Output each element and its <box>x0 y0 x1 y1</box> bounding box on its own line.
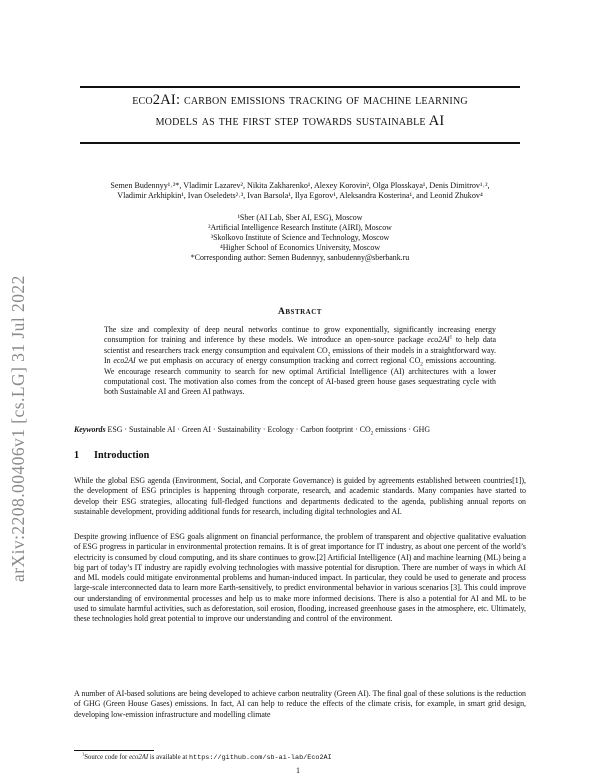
co2-subscript: 2 <box>420 361 423 368</box>
keywords-line <box>74 425 526 435</box>
section-heading-introduction <box>74 450 149 461</box>
footnote-marker[interactable]: 1 <box>449 334 453 341</box>
keywords-label: Keywords <box>74 425 106 434</box>
abstract-text: The size and complexity of deep neural networks continue to grow exponentially, significantly increasing energy consumption for training and inference by these models. We introduce an open-source package <box>104 325 496 345</box>
package-name: eco2AI <box>113 356 136 366</box>
title-line-1: eco2AI: carbon emissions tracking of machine learning <box>132 92 468 108</box>
co2-subscript: 2 <box>327 351 331 358</box>
author-line-2: Vladimir Arkhipkin¹, Ivan Oseledets²˒³, Ivan Barsola¹, Ilya Egorov¹, Aleksandra Kosterina¹, and Leonid Zhukov⁴ <box>117 191 483 201</box>
footnote-number: 1 <box>82 751 85 757</box>
author-list <box>82 181 518 202</box>
abstract-heading: Abstract <box>278 307 322 317</box>
abstract-text: emissions accounting. We encourage research community to search for new optimal Artificial Intelligence (AI) architectures with a lower computational cost. The motivation also comes from the concept of AI-based green house gases sequestrating cycle with both Sustainable AI and Green AI pathways. <box>104 356 497 397</box>
affiliation-4: ⁴Higher School of Economics University, Moscow <box>219 243 381 252</box>
affiliations <box>82 213 518 263</box>
paragraph-2: Despite growing influence of ESG goals alignment on financial performance, the problem of transparent and objective qualitative evaluation of ESG progress in particular in environmental protection remains. It is of great importance for IT industry, as about one percent of the world’s electricity is consumed by cloud computing, and its share continues to grow.[2] Artificial Intelligence (AI) and machine learning (ML) being a big part of today’s IT industry are rapidly evolving technologies with massive potential for disruption. There are number of ways in which AI and ML models could mitigate environmental problems and human-induced impact. In particular, they could be used to generate and process large-scale interconnected data to learn more Earth-sensitively, to predict environmental behavior in various scenarios [3]. This could improve our understanding of environmental processes and help us to make more informed decisions. There is also a potential for AI and ML to be used to simulate harmful activities, such as deforestation, soil erosion, flooding, increased greenhouse gases in the atmosphere, etc. Ultimately, these technologies hold great potential to improve our understanding and control of the environment. <box>74 532 526 624</box>
author-line-1: Semen Budennyy¹˒²*, Vladimir Lazarev², Nikita Zakharenko¹, Alexey Korovin², Olga Plosskaya¹, Denis Dimitrov¹˒², <box>110 181 490 190</box>
affiliation-2: ²Artificial Intelligence Research Institute (AIRI), Moscow <box>208 223 392 232</box>
abstract-text: emissions of their models in a straightforward way. In <box>104 345 496 366</box>
package-name: eco2AI <box>427 335 450 345</box>
footnote-text: Source code for <box>84 754 129 761</box>
abstract-text: we put emphasis on accuracy of energy consumption tracking and correct regional CO <box>135 356 421 366</box>
paper-title <box>80 90 520 132</box>
title-top-rule <box>80 86 520 88</box>
affiliation-1: ¹Sber (AI Lab, Sber AI, ESG), Moscow <box>237 213 363 222</box>
title-line-2: models as the first step towards sustainable AI <box>155 113 445 129</box>
abstract-body <box>104 325 496 398</box>
affiliation-3: ³Skolkovo Institute of Science and Technology, Moscow <box>210 233 390 242</box>
co2-subscript: 2 <box>370 430 374 437</box>
page-number: 1 <box>296 766 300 775</box>
footnote <box>82 751 332 762</box>
footnote-text: is available at <box>148 754 189 761</box>
abstract-text: to help data scientist and researchers track energy consumption and equivalent CO <box>104 335 496 355</box>
paragraph-1: While the global ESG agenda (Environment, Social, and Corporate Governance) is guided by agreements established between countries[1]), the development of ESG principles is happening through corporate, research, and academic standards. Many companies have started to develop their ESG strategies, allocating full-fledged functions and departments dedicated to the agenda, publishing annual reports on sustainable development, providing additional funds for research, including digital technologies and AI. <box>74 476 526 516</box>
package-name: eco2AI <box>128 754 149 761</box>
footnote-rule <box>74 750 154 751</box>
keywords-text: emissions · GHG <box>373 425 431 434</box>
section-title: Introduction <box>94 450 150 461</box>
keywords-text: ESG · Sustainable AI · Green AI · Sustainability · Ecology · Carbon footprint · CO <box>105 425 371 434</box>
arxiv-identifier: arXiv:2208.00406v1 [cs.LG] 31 Jul 2022 <box>8 275 28 582</box>
corresponding-author: *Corresponding author: Semen Budennyy, sanbudenny@sberbank.ru <box>190 253 410 262</box>
section-number: 1 <box>74 450 80 461</box>
paragraph-3: A number of AI-based solutions are being developed to achieve carbon neutrality (Green AI). The final goal of these solutions is the reduction of GHG (Green House Gases) emissions. In fact, AI can help to reduce the effects of the climate crisis, for example, in smart grid design, developing low-emission infrastructure and modelling climate <box>74 689 526 719</box>
title-bottom-rule <box>80 142 520 144</box>
repository-link[interactable]: https://github.com/sb-ai-lab/Eco2AI <box>188 754 332 762</box>
